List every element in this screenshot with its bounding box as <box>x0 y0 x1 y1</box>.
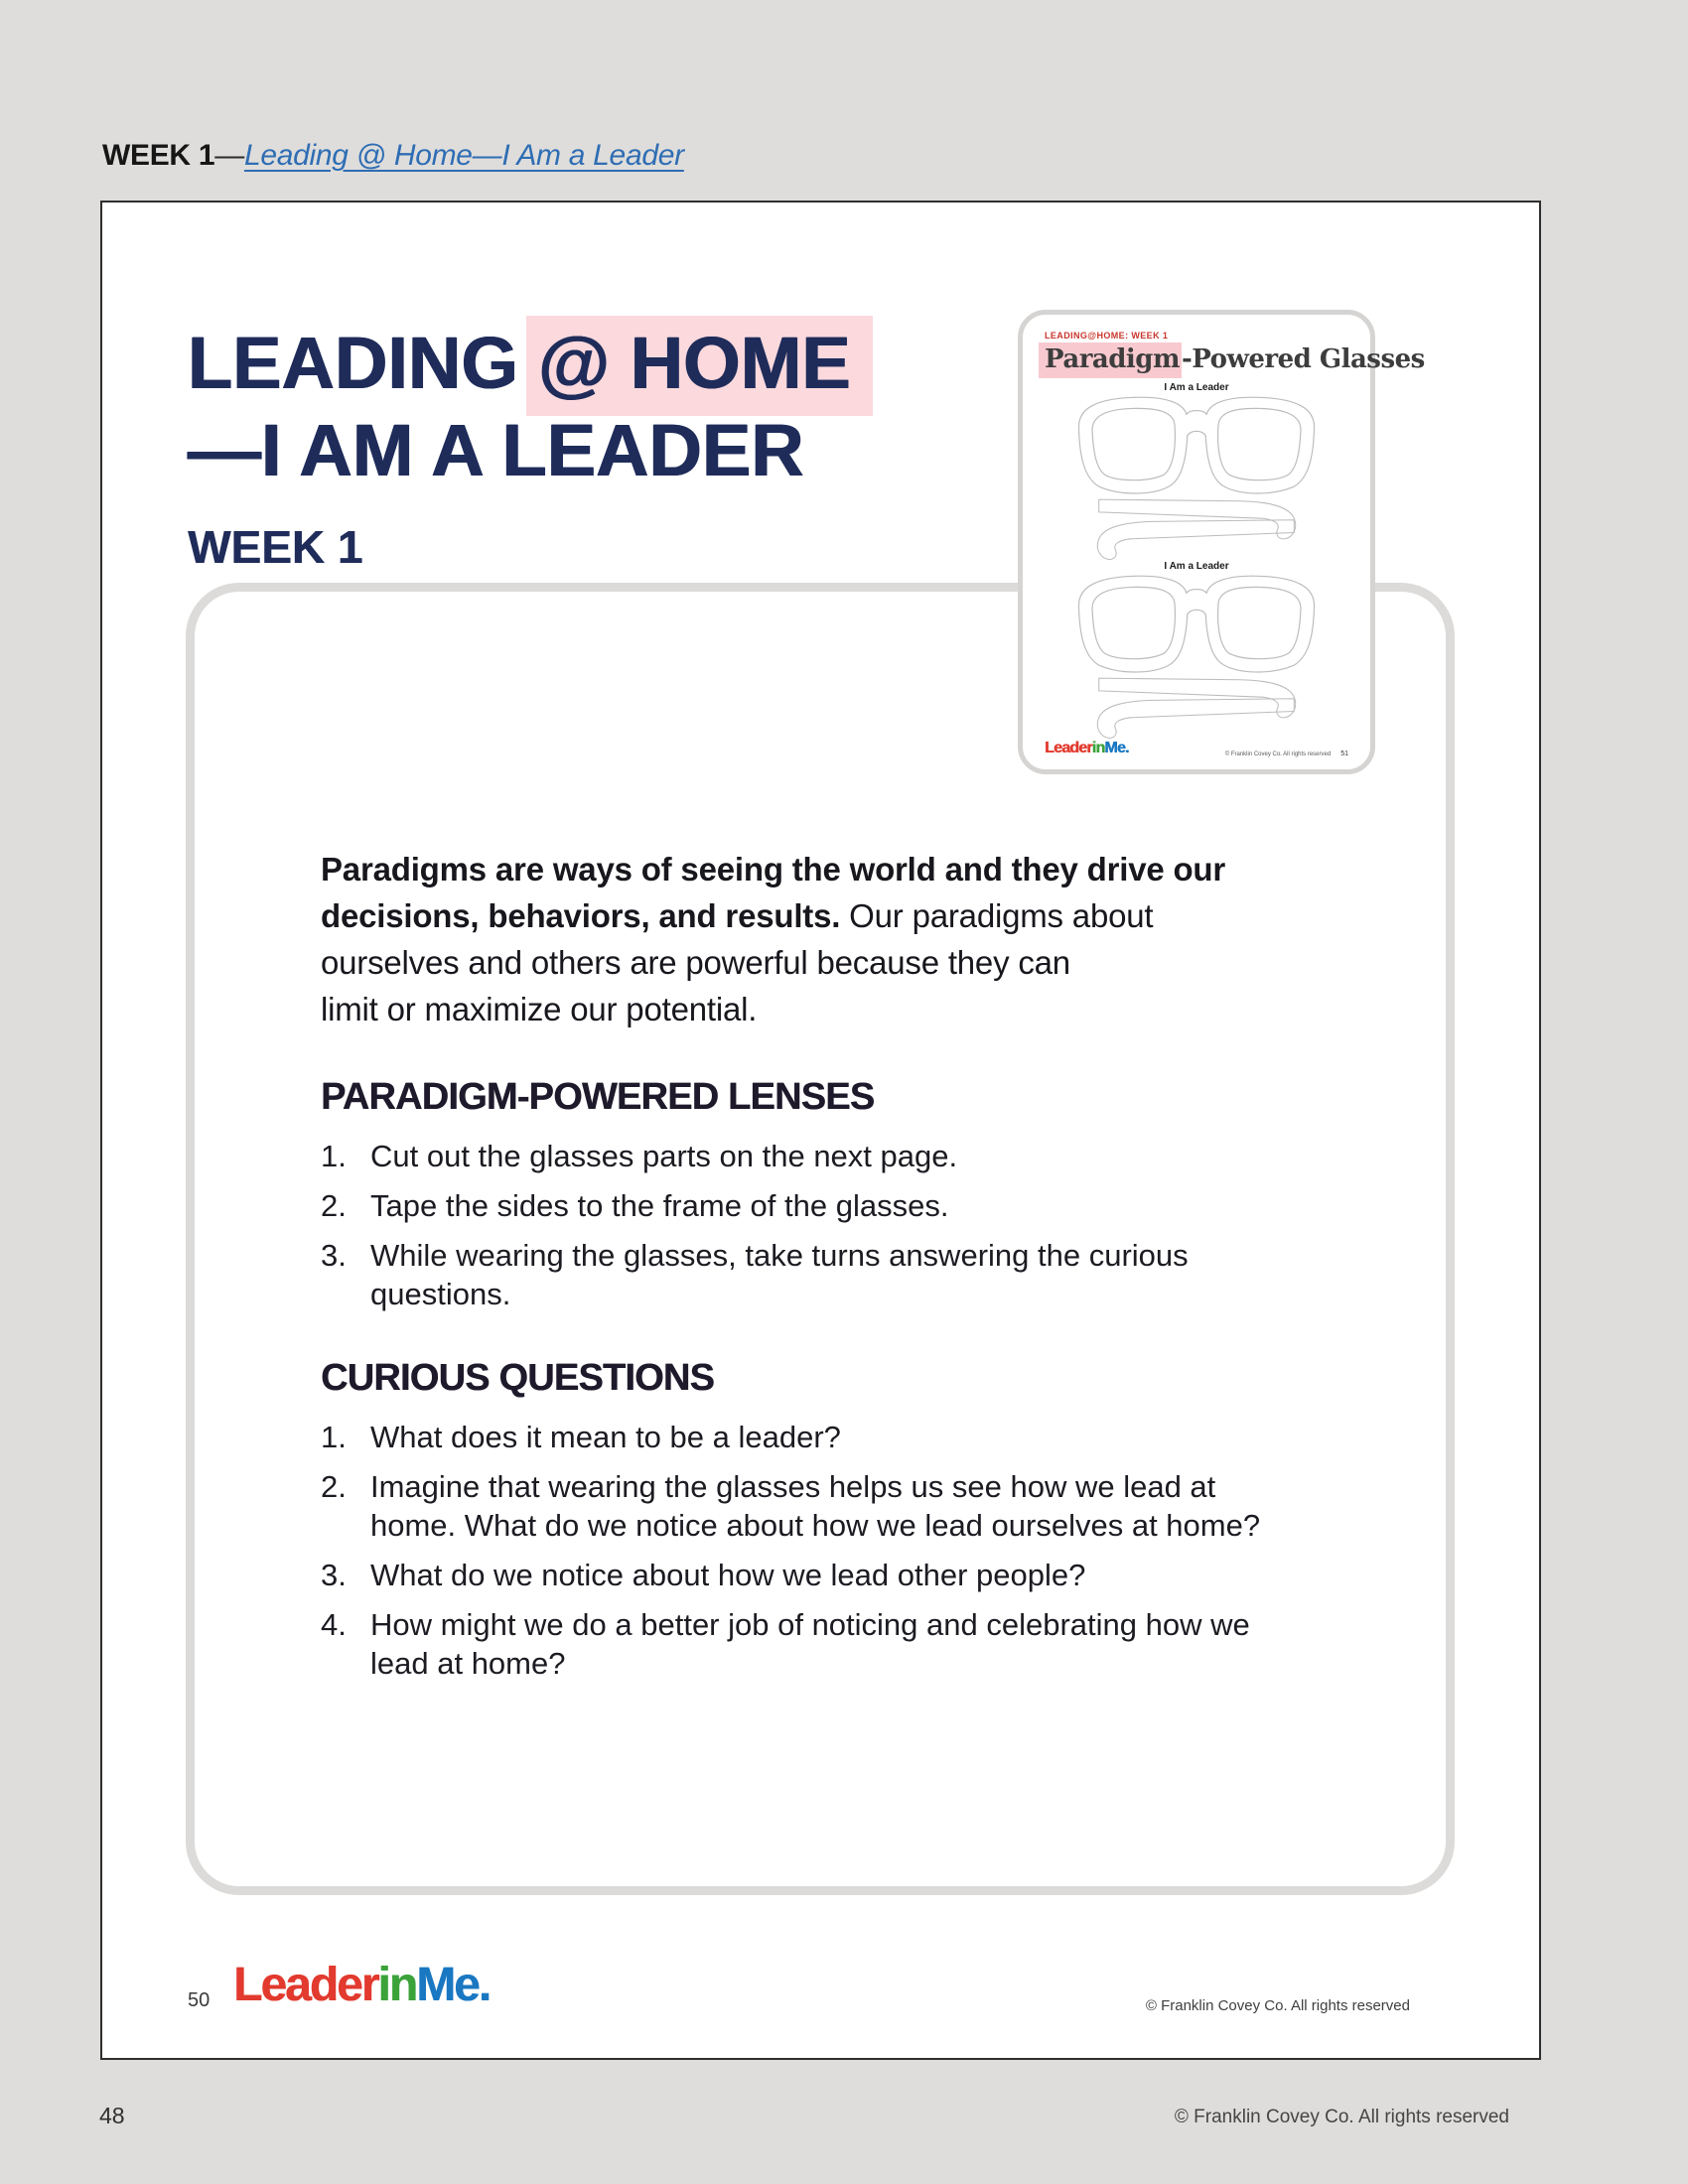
list-item-text: Tape the sides to the frame of the glasses. <box>370 1188 949 1223</box>
curious-questions-list <box>321 1418 1262 1683</box>
list-item <box>321 1236 1262 1313</box>
intro-regular-text-a: Our paradigms about ourselves and others are powerful because they can <box>321 897 1154 981</box>
logo-part-me: Me. <box>1104 740 1129 756</box>
list-item <box>321 1418 1262 1456</box>
document-page-number: 48 <box>99 2103 125 2128</box>
list-item-text: Cut out the glasses parts on the next page. <box>370 1139 958 1173</box>
page-title <box>188 320 873 574</box>
list-item <box>321 1556 1262 1594</box>
list-item-number: 1. <box>321 1139 347 1173</box>
inner-copyright: © Franklin Covey Co. All rights reserved <box>1145 1997 1410 2014</box>
list-item <box>321 1605 1262 1683</box>
list-item-number: 2. <box>321 1188 347 1223</box>
list-item-number: 2. <box>321 1469 347 1504</box>
logo-part-in: in <box>1091 740 1105 756</box>
list-item-text: While wearing the glasses, take turns answering the curious questions. <box>370 1238 1189 1311</box>
section-heading-questions: CURIOUS QUESTIONS <box>321 1357 714 1399</box>
title-highlight-home: @ HOME <box>526 316 873 416</box>
list-item <box>321 1467 1262 1545</box>
logo-part-in: in <box>377 1959 417 2011</box>
intro-bold-text: Paradigms are ways of seeing the world and they drive our decisions, behaviors, and results. <box>321 851 1226 934</box>
title-leading-text: LEADING <box>188 322 518 404</box>
list-item-text: Imagine that wearing the glasses helps us see how we lead at home. What do we notice about how we lead ourselves at home? <box>370 1469 1261 1543</box>
lenses-steps-list <box>321 1137 1262 1313</box>
glasses-template-2 <box>1045 561 1348 677</box>
document-copyright: © Franklin Covey Co. All rights reserved <box>1174 2107 1509 2127</box>
breadcrumb-link[interactable]: Leading @ Home—I Am a Leader <box>243 139 684 172</box>
intro-regular-text-b: limit or maximize our potential. <box>321 991 758 1027</box>
glasses-label-2: I Am a Leader <box>1164 561 1229 572</box>
section-heading-lenses: PARADIGM-POWERED LENSES <box>321 1076 875 1118</box>
logo-part-leader: Leader <box>233 1959 378 2011</box>
list-item-number: 1. <box>321 1420 347 1454</box>
card-page-number: 51 <box>1340 751 1348 757</box>
leaderinme-logo <box>233 1958 490 2012</box>
glasses-front-icon <box>1050 568 1343 677</box>
card-title-highlight: Paradigm <box>1039 342 1182 378</box>
title-line-1 <box>188 320 873 407</box>
glasses-template-1 <box>1045 382 1348 498</box>
logo-part-me: Me. <box>416 1959 491 2011</box>
glasses-arms-icon <box>1062 496 1331 561</box>
breadcrumb-dash: — <box>214 139 244 172</box>
card-fineprint <box>1225 751 1348 757</box>
title-week-subtitle: WEEK 1 <box>188 521 363 573</box>
list-item <box>321 1137 1262 1175</box>
list-item <box>321 1186 1262 1225</box>
glasses-arms-icon <box>1062 675 1331 740</box>
card-title-rest: -Powered Glasses <box>1182 344 1425 374</box>
title-line-2: —I AM A LEADER <box>188 409 804 491</box>
worksheet-page <box>100 201 1541 2060</box>
glasses-label-1: I Am a Leader <box>1164 382 1229 393</box>
breadcrumb <box>102 139 684 173</box>
list-item-text: How might we do a better job of noticing and celebrating how we lead at home? <box>370 1607 1250 1681</box>
list-item-text: What does it mean to be a leader? <box>370 1420 841 1454</box>
main-content <box>321 846 1262 1694</box>
list-item-number: 4. <box>321 1607 347 1642</box>
card-copyright: © Franklin Covey Co. All rights reserved <box>1224 751 1332 757</box>
list-item-text: What do we notice about how we lead other people? <box>370 1558 1086 1592</box>
inner-page-number: 50 <box>188 1989 211 2011</box>
breadcrumb-week-label: WEEK 1 <box>102 139 215 172</box>
list-item-number: 3. <box>321 1238 347 1273</box>
logo-part-leader: Leader <box>1045 740 1092 756</box>
card-tag: LEADING@HOME: WEEK 1 <box>1045 331 1169 341</box>
handout-thumbnail-card <box>1018 310 1425 774</box>
card-footer <box>1045 740 1348 757</box>
glasses-front-icon <box>1050 389 1343 498</box>
list-item-number: 3. <box>321 1558 347 1592</box>
leaderinme-logo-small <box>1045 740 1129 757</box>
intro-paragraph <box>321 846 1262 1032</box>
card-title <box>1045 344 1425 374</box>
